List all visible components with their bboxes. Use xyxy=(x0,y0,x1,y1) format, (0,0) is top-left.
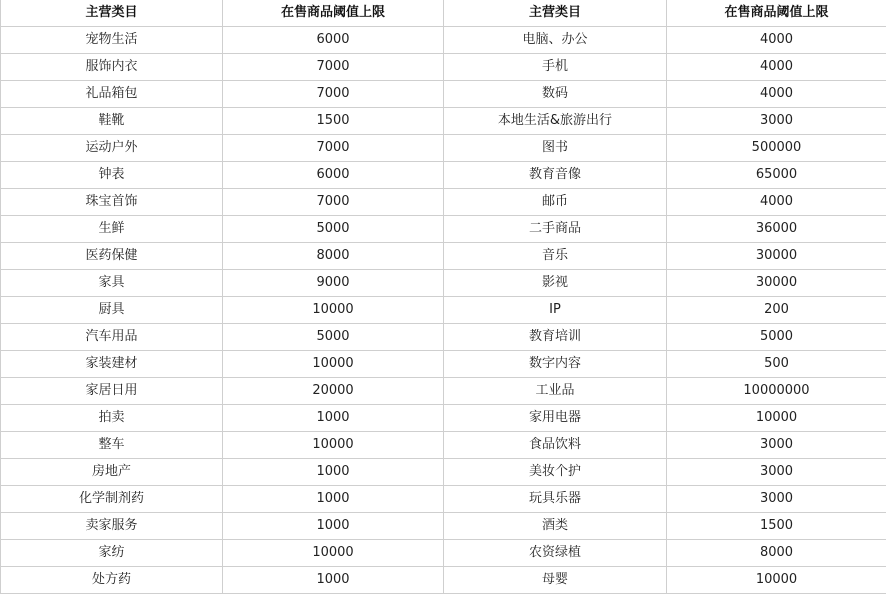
cell-threshold-right: 3000 xyxy=(667,486,886,513)
cell-threshold-left: 7000 xyxy=(223,135,444,162)
cell-threshold-left: 1500 xyxy=(223,108,444,135)
table-row xyxy=(1,567,886,594)
header-category-left: 主营类目 xyxy=(1,0,223,27)
cell-threshold-right: 500 xyxy=(667,351,886,378)
cell-category-right: 本地生活&旅游出行 xyxy=(444,108,667,135)
header-threshold-right: 在售商品阈值上限 xyxy=(667,0,886,27)
cell-category-left: 家具 xyxy=(1,270,223,297)
table-row xyxy=(1,135,886,162)
cell-threshold-left: 5000 xyxy=(223,324,444,351)
cell-category-left: 家纺 xyxy=(1,540,223,567)
cell-threshold-left: 9000 xyxy=(223,270,444,297)
cell-category-left: 珠宝首饰 xyxy=(1,189,223,216)
cell-category-right: 手机 xyxy=(444,54,667,81)
table-row xyxy=(1,270,886,297)
table-row xyxy=(1,162,886,189)
cell-category-right: 影视 xyxy=(444,270,667,297)
cell-threshold-right: 1500 xyxy=(667,513,886,540)
cell-threshold-left: 10000 xyxy=(223,297,444,324)
cell-threshold-left: 10000 xyxy=(223,432,444,459)
cell-category-right: 邮币 xyxy=(444,189,667,216)
cell-category-right: 教育音像 xyxy=(444,162,667,189)
cell-category-right: 数码 xyxy=(444,81,667,108)
cell-threshold-left: 7000 xyxy=(223,54,444,81)
cell-category-right: 图书 xyxy=(444,135,667,162)
cell-threshold-right: 4000 xyxy=(667,189,886,216)
cell-category-left: 服饰内衣 xyxy=(1,54,223,81)
table-row xyxy=(1,81,886,108)
cell-threshold-right: 10000 xyxy=(667,567,886,594)
cell-threshold-right: 30000 xyxy=(667,243,886,270)
cell-category-left: 家居日用 xyxy=(1,378,223,405)
cell-category-left: 拍卖 xyxy=(1,405,223,432)
cell-category-right: 农资绿植 xyxy=(444,540,667,567)
cell-category-right: IP xyxy=(444,297,667,324)
cell-category-right: 数字内容 xyxy=(444,351,667,378)
cell-threshold-right: 8000 xyxy=(667,540,886,567)
cell-threshold-left: 1000 xyxy=(223,459,444,486)
cell-threshold-right: 4000 xyxy=(667,27,886,54)
cell-threshold-right: 3000 xyxy=(667,108,886,135)
cell-category-left: 卖家服务 xyxy=(1,513,223,540)
cell-category-left: 宠物生活 xyxy=(1,27,223,54)
cell-threshold-right: 10000000 xyxy=(667,378,886,405)
cell-category-left: 房地产 xyxy=(1,459,223,486)
cell-category-left: 生鲜 xyxy=(1,216,223,243)
cell-threshold-right: 10000 xyxy=(667,405,886,432)
table-header-row xyxy=(1,0,886,27)
cell-category-left: 医药保健 xyxy=(1,243,223,270)
cell-threshold-left: 10000 xyxy=(223,351,444,378)
cell-threshold-left: 6000 xyxy=(223,162,444,189)
cell-threshold-right: 4000 xyxy=(667,81,886,108)
cell-category-right: 教育培训 xyxy=(444,324,667,351)
cell-threshold-left: 1000 xyxy=(223,513,444,540)
table-row xyxy=(1,189,886,216)
cell-category-left: 鞋靴 xyxy=(1,108,223,135)
cell-threshold-right: 30000 xyxy=(667,270,886,297)
cell-category-right: 酒类 xyxy=(444,513,667,540)
table-row xyxy=(1,216,886,243)
table-row xyxy=(1,324,886,351)
cell-category-right: 电脑、办公 xyxy=(444,27,667,54)
table-row xyxy=(1,351,886,378)
cell-threshold-right: 5000 xyxy=(667,324,886,351)
cell-category-left: 化学制剂药 xyxy=(1,486,223,513)
cell-category-left: 钟表 xyxy=(1,162,223,189)
cell-category-right: 美妆个护 xyxy=(444,459,667,486)
cell-threshold-left: 5000 xyxy=(223,216,444,243)
cell-category-right: 二手商品 xyxy=(444,216,667,243)
cell-threshold-left: 7000 xyxy=(223,189,444,216)
table-row xyxy=(1,297,886,324)
table-row xyxy=(1,54,886,81)
table-row xyxy=(1,27,886,54)
cell-category-right: 工业品 xyxy=(444,378,667,405)
cell-threshold-right: 3000 xyxy=(667,432,886,459)
cell-threshold-left: 1000 xyxy=(223,405,444,432)
cell-threshold-right: 36000 xyxy=(667,216,886,243)
cell-threshold-right: 4000 xyxy=(667,54,886,81)
table-row xyxy=(1,405,886,432)
cell-threshold-left: 10000 xyxy=(223,540,444,567)
table-row xyxy=(1,432,886,459)
cell-threshold-left: 6000 xyxy=(223,27,444,54)
cell-category-right: 家用电器 xyxy=(444,405,667,432)
cell-category-right: 母婴 xyxy=(444,567,667,594)
table-row xyxy=(1,108,886,135)
table-row xyxy=(1,243,886,270)
cell-threshold-right: 500000 xyxy=(667,135,886,162)
table-body xyxy=(1,27,886,594)
cell-category-left: 处方药 xyxy=(1,567,223,594)
header-category-right: 主营类目 xyxy=(444,0,667,27)
table-row xyxy=(1,459,886,486)
cell-category-right: 音乐 xyxy=(444,243,667,270)
cell-category-left: 礼品箱包 xyxy=(1,81,223,108)
table-row xyxy=(1,378,886,405)
table-row xyxy=(1,486,886,513)
cell-category-right: 玩具乐器 xyxy=(444,486,667,513)
cell-threshold-right: 65000 xyxy=(667,162,886,189)
cell-category-left: 运动户外 xyxy=(1,135,223,162)
cell-threshold-left: 1000 xyxy=(223,486,444,513)
table-row xyxy=(1,513,886,540)
cell-threshold-right: 3000 xyxy=(667,459,886,486)
cell-threshold-right: 200 xyxy=(667,297,886,324)
cell-threshold-left: 20000 xyxy=(223,378,444,405)
cell-threshold-left: 1000 xyxy=(223,567,444,594)
cell-category-left: 汽车用品 xyxy=(1,324,223,351)
cell-category-left: 整车 xyxy=(1,432,223,459)
cell-category-left: 家装建材 xyxy=(1,351,223,378)
cell-threshold-left: 8000 xyxy=(223,243,444,270)
header-threshold-left: 在售商品阈值上限 xyxy=(223,0,444,27)
cell-category-right: 食品饮料 xyxy=(444,432,667,459)
table-row xyxy=(1,540,886,567)
cell-category-left: 厨具 xyxy=(1,297,223,324)
cell-threshold-left: 7000 xyxy=(223,81,444,108)
